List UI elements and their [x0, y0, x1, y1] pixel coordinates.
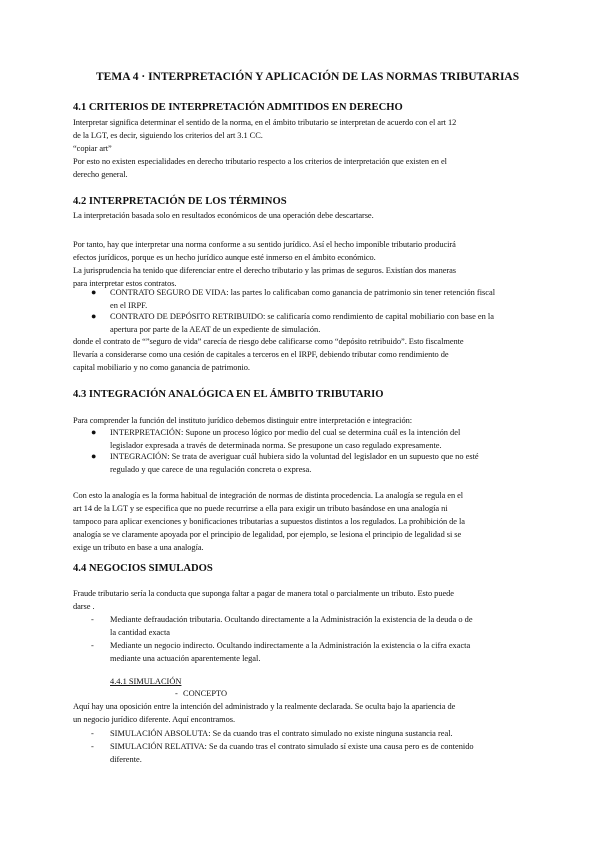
s42-p1-line-4: para interpretar estos contratos.: [73, 279, 177, 288]
s43-bullet-2-line-1: INTEGRACIÓN: Se trata de averiguar cuál hubiera sido la voluntad del legislador en un supuesto que no esté: [110, 452, 479, 461]
bullet-icon: ●: [91, 451, 97, 461]
s42-bullet-1-line-2: en el IRPF.: [110, 301, 148, 310]
s43-bullet-1-line-1: INTERPRETACIÓN: Supone un proceso lógico por medio del cual se determina cuál es la intención del: [110, 428, 461, 437]
dash-marker: -: [91, 641, 94, 650]
s43-p1-line-4: analogía se ve claramente apoyada por el principio de legalidad, por ejemplo, se lesiona el principio de legalidad si se: [73, 530, 462, 539]
s43-intro: Para comprender la función del instituto jurídico debemos distinguir entre interpretación e integración:: [73, 416, 412, 425]
s43-bullet-1-line-2: legislador expresada a través de determinada norma. Se presupone un caso regulado expresamente.: [110, 441, 442, 450]
s42-bullet-2-line-2: apertura por parte de la AEAT de un expediente de simulación.: [110, 325, 321, 334]
s43-p1-line-3: tampoco para aplicar exenciones y bonificaciones tributarias a supuestos distintos a los regulados. La prohibición de la: [73, 517, 465, 526]
bullet-icon: ●: [91, 311, 97, 321]
s42-bullet-2-line-1: CONTRATO DE DEPÓSITO RETRIBUIDO: se calificaría como rendimiento de capital mobiliario con base en la: [110, 312, 494, 321]
s43-p1-line-1: Con esto la analogía es la forma habitual de integración de normas de distinta procedencia. La analogía se regula en el: [73, 491, 464, 500]
dash-marker: -: [91, 742, 94, 751]
section-4-3-heading: 4.3 INTEGRACIÓN ANALÓGICA EN EL ÁMBITO TRIBUTARIO: [73, 389, 384, 400]
s41-line-5: derecho general.: [73, 170, 128, 179]
bullet-icon: ●: [91, 287, 97, 297]
s44-intro-line-2: darse .: [73, 602, 95, 611]
s44-sim-2-line-1: SIMULACIÓN RELATIVA: Se da cuando tras el contrato simulado sí existe una causa pero es de contenido: [110, 742, 474, 751]
bullet-icon: ●: [91, 427, 97, 437]
s44-concept-line-2: un negocio jurídico diferente. Aquí encontramos.: [73, 715, 236, 724]
s42-p2-line-1: donde el contrato de “”seguro de vida” carecía de riesgo debe calificarse como “depósito retribuido”. Esto fiscalmente: [73, 337, 464, 346]
section-4-1-heading: 4.1 CRITERIOS DE INTERPRETACIÓN ADMITIDOS EN DERECHO: [73, 102, 403, 113]
s42-p1-line-3: La jurisprudencia ha tenido que diferenciar entre el derecho tributario y las primas de seguros. Existían dos maneras: [73, 266, 456, 275]
dash-marker: -: [175, 689, 178, 698]
s44-sim-2-line-2: diferente.: [110, 755, 142, 764]
s42-p1-line-2: efectos jurídicos, porque es un hecho jurídico aunque esté inmerso en el ámbito económico.: [73, 253, 376, 262]
document-title: TEMA 4 · INTERPRETACIÓN Y APLICACIÓN DE LAS NORMAS TRIBUTARIAS: [96, 71, 520, 83]
subsection-4-4-1-heading: 4.4.1 SIMULACIÓN: [110, 677, 182, 686]
s41-line-2: de la LGT, es decir, siguiendo los criterios del art 3.1 CC.: [73, 131, 263, 140]
s44-dash-1-line-2: la cantidad exacta: [110, 628, 170, 637]
s42-bullet-1-line-1: CONTRATO SEGURO DE VIDA: las partes lo calificaban como ganancia de patrimonio sin tener retención fiscal: [110, 288, 496, 297]
dash-marker: -: [91, 729, 94, 738]
concept-label: CONCEPTO: [183, 689, 228, 698]
s41-line-3: “copiar art”: [73, 144, 112, 153]
s44-dash-2-line-1: Mediante un negocio indirecto. Ocultando indirectamente a la Administración la existencia o la cifra exacta: [110, 641, 471, 650]
dash-marker: -: [91, 615, 94, 624]
s42-p2-line-2: llevaría a considerarse como una cesión de capitales a terceros en el IRPF, debiendo tributar como rendimiento de: [73, 350, 449, 359]
s44-sim-1-line-1: SIMULACIÓN ABSOLUTA: Se da cuando tras el contrato simulado no existe ninguna sustancia real.: [110, 729, 453, 738]
s44-dash-1-line-1: Mediante defraudación tributaria. Ocultando directamente a la Administración la existencia de la deuda o de: [110, 615, 473, 624]
s41-line-4: Por esto no existen especialidades en derecho tributario respecto a los criterios de interpretación que existen en el: [73, 157, 447, 166]
section-4-2-heading: 4.2 INTERPRETACIÓN DE LOS TÉRMINOS: [73, 196, 287, 207]
s42-intro: La interpretación basada solo en resultados económicos de una operación debe descartarse.: [73, 211, 374, 220]
s44-concept-line-1: Aquí hay una oposición entre la intención del administrado y la realmente declarada. Se oculta bajo la apariencia de: [73, 702, 456, 711]
s44-dash-2-line-2: mediante una actuación aparentemente legal.: [110, 654, 261, 663]
s43-bullet-2-line-2: regulado y que carece de una regulación concreta o expresa.: [110, 465, 312, 474]
section-4-4-heading: 4.4 NEGOCIOS SIMULADOS: [73, 563, 213, 574]
s43-p1-line-5: exige un tributo en base a una analogía.: [73, 543, 204, 552]
s41-line-1: Interpretar significa determinar el sentido de la norma, en el ámbito tributario se interpretan de acuerdo con el art 12: [73, 118, 457, 127]
s42-p1-line-1: Por tanto, hay que interpretar una norma conforme a su sentido jurídico. Así el hecho imponible tributario producirá: [73, 240, 456, 249]
s44-intro-line-1: Fraude tributario sería la conducta que suponga faltar a pagar de manera total o parcialmente un tributo. Esto puede: [73, 589, 454, 598]
s42-p2-line-3: capital mobiliario y no como ganancia de patrimonio.: [73, 363, 250, 372]
s43-p1-line-2: art 14 de la LGT y se especifica que no puede recurrirse a ella para exigir un tributo basándose en una analogía ni: [73, 504, 448, 513]
